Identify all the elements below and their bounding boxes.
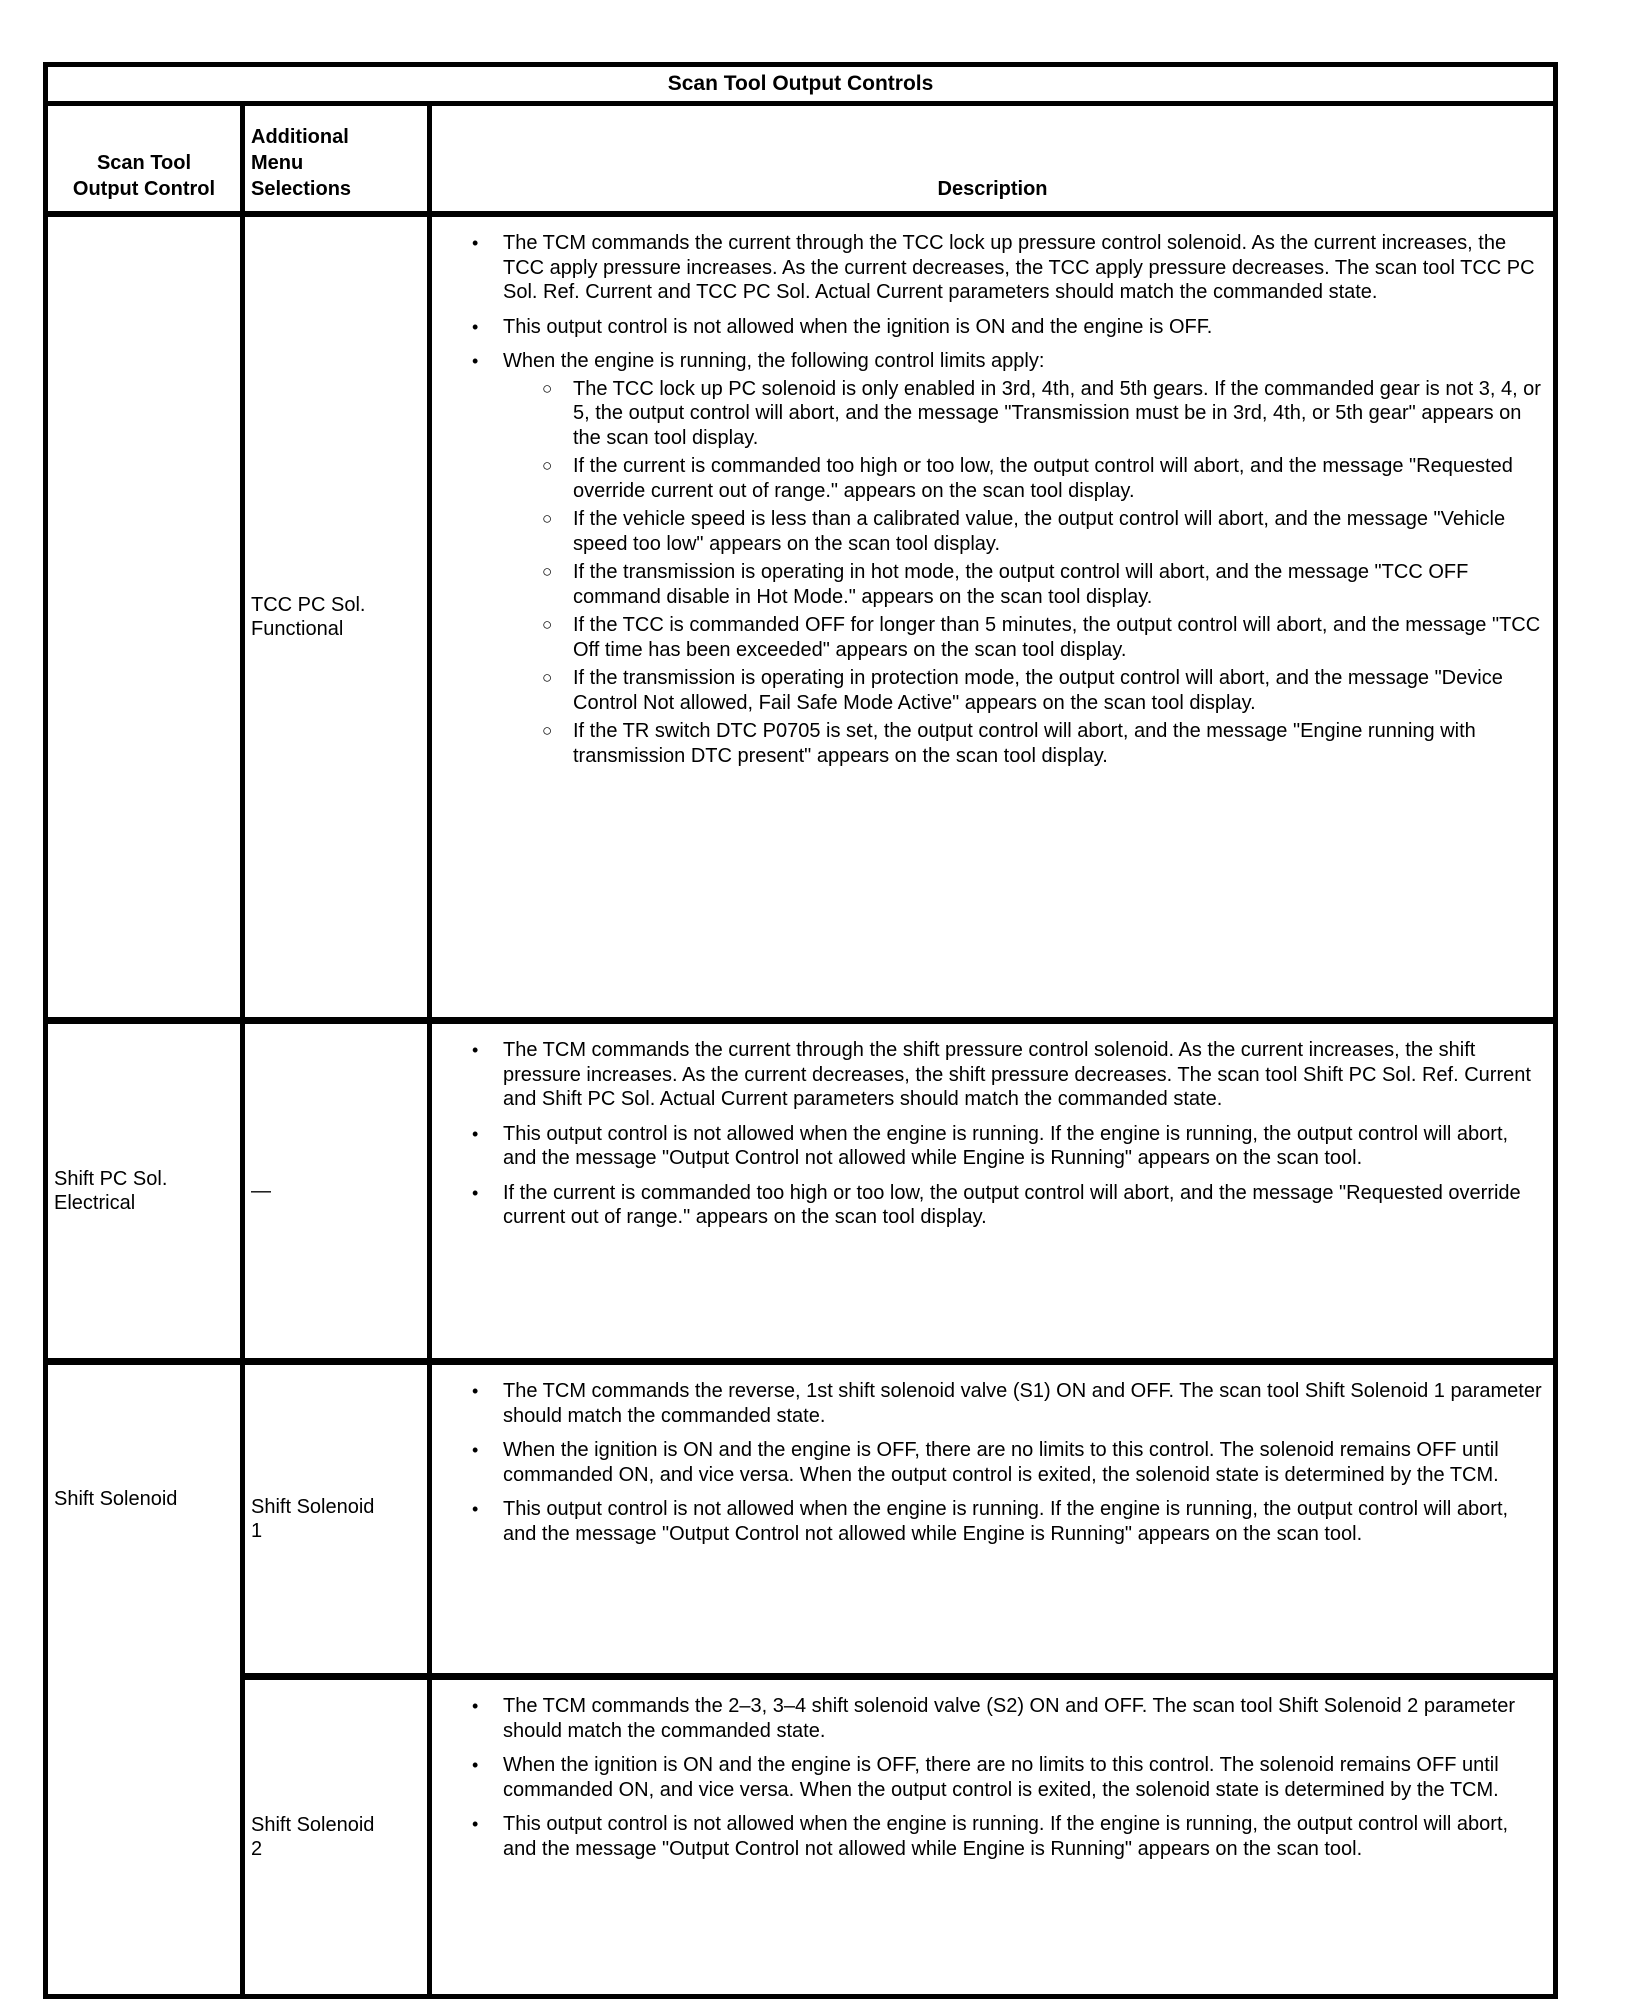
bullet-icon: • xyxy=(472,316,479,337)
sub-bullet-item xyxy=(503,507,1545,556)
col-header-scan-tool-output-control xyxy=(46,104,243,215)
header-line: Output Control xyxy=(72,178,216,200)
bullet-icon: • xyxy=(472,1499,479,1519)
bullet-icon: • xyxy=(472,1381,479,1401)
bullet-icon: • xyxy=(472,1123,479,1144)
table-row-shift-solenoid-2 xyxy=(46,1677,1556,1997)
bullet-text: The TCM commands the reverse, 1st shift solenoid valve (S1) ON and OFF. The scan tool Shift Solenoid 1 parameter should match the commanded state. xyxy=(503,1380,1542,1427)
circle-bullet-icon: ○ xyxy=(542,721,553,740)
bullet-item xyxy=(432,1122,1545,1171)
control-cell-shift-solenoid xyxy=(46,1362,243,1997)
sub-bullet-item xyxy=(503,560,1545,609)
sub-bullet-text: If the transmission is operating in hot mode, the output control will abort, and the message "TCC OFF command disable in Hot Mode." appears on the scan tool display. xyxy=(573,561,1469,608)
circle-bullet-icon: ○ xyxy=(542,615,553,634)
circle-bullet-icon: ○ xyxy=(542,456,553,475)
control-line: Shift Solenoid xyxy=(54,1488,178,1510)
bullet-list xyxy=(432,231,1545,772)
menu-line: Functional xyxy=(251,618,344,640)
bullet-text: This output control is not allowed when the engine is running. If the engine is running, the output control will abort, and the message "Output Control not allowed while Engine is Running" appears on the scan tool. xyxy=(503,1498,1509,1545)
bullet-icon: • xyxy=(472,351,479,371)
sub-bullet-item xyxy=(503,719,1545,768)
bullet-item xyxy=(432,1379,1545,1428)
sub-bullet-item xyxy=(503,666,1545,715)
bullet-text: When the ignition is ON and the engine is OFF, there are no limits to this control. The solenoid remains OFF until commanded ON, and vice versa. When the output control is exited, the solenoid state is determined by the TCM. xyxy=(503,1754,1499,1801)
menu-cell-shift-solenoid-1 xyxy=(243,1362,430,1677)
bullet-list xyxy=(432,1038,1545,1230)
header-line: Selections xyxy=(251,178,352,200)
sub-bullet-text: If the TCC is commanded OFF for longer than 5 minutes, the output control will abort, and the message "TCC Off time has been exceeded" appears on the scan tool display. xyxy=(573,614,1541,661)
table-header-row xyxy=(46,104,1556,215)
bullet-item xyxy=(432,1812,1545,1861)
scanned-document-page xyxy=(0,62,1632,1994)
table-title-row xyxy=(46,65,1556,104)
bullet-item xyxy=(432,1497,1545,1546)
bullet-item xyxy=(432,1038,1545,1112)
bullet-item xyxy=(432,231,1545,305)
description-cell xyxy=(430,1021,1556,1362)
table-title: Scan Tool Output Controls xyxy=(46,65,1556,104)
dash-placeholder: — xyxy=(251,1179,271,1202)
menu-cell-tcc-pc-sol-functional xyxy=(243,214,430,1021)
circle-bullet-icon: ○ xyxy=(542,668,553,687)
header-line: Scan Tool xyxy=(96,152,192,174)
description-cell xyxy=(430,1677,1556,1997)
sub-bullet-text: If the TR switch DTC P0705 is set, the output control will abort, and the message "Engine running with transmission DTC present" appears on the scan tool display. xyxy=(573,720,1476,767)
sub-bullet-text: The TCC lock up PC solenoid is only enabled in 3rd, 4th, and 5th gears. If the commanded gear is not 3, 4, or 5, the output control will abort, and the message "Transmission must be in 3rd, 4th, or 5th gear" appears on the scan tool display. xyxy=(573,377,1541,449)
bullet-icon: • xyxy=(472,1040,479,1060)
sub-bullet-list xyxy=(503,377,1545,769)
bullet-icon: • xyxy=(472,1440,479,1460)
col-header-description xyxy=(430,104,1556,215)
description-cell xyxy=(430,214,1556,1021)
bullet-icon: • xyxy=(472,233,479,253)
bullet-icon: • xyxy=(472,1696,479,1716)
circle-bullet-icon: ○ xyxy=(542,562,553,581)
sub-bullet-item xyxy=(503,613,1545,662)
scan-tool-output-controls-table xyxy=(43,62,1558,1999)
menu-line: TCC PC Sol. xyxy=(251,593,366,616)
bullet-item xyxy=(432,1181,1545,1230)
menu-line: Shift Solenoid xyxy=(251,1495,375,1518)
sub-bullet-item xyxy=(503,454,1545,503)
menu-line: 2 xyxy=(251,1838,263,1860)
bullet-item xyxy=(432,315,1545,340)
control-cell-shift-pc-sol-electrical xyxy=(46,1021,243,1362)
sub-bullet-item xyxy=(503,377,1545,451)
bullet-text: When the engine is running, the following control limits apply: xyxy=(503,350,1045,372)
bullet-list xyxy=(432,1694,1545,1861)
sub-bullet-text: If the current is commanded too high or too low, the output control will abort, and the message "Requested override current out of range." appears on the scan tool display. xyxy=(573,455,1513,502)
menu-line: 1 xyxy=(251,1520,263,1542)
control-cell-empty xyxy=(46,214,243,1021)
menu-cell-shift-solenoid-2 xyxy=(243,1677,430,1997)
bullet-text: This output control is not allowed when the engine is running. If the engine is running, the output control will abort, and the message "Output Control not allowed while Engine is Running" appears on the scan tool. xyxy=(503,1813,1509,1860)
bullet-icon: • xyxy=(472,1814,479,1834)
sub-bullet-text: If the transmission is operating in protection mode, the output control will abort, and the message "Device Control Not allowed, Fail Safe Mode Active" appears on the scan tool display. xyxy=(573,667,1503,714)
control-line: Electrical xyxy=(54,1192,136,1214)
bullet-item xyxy=(432,1753,1545,1802)
bullet-icon: • xyxy=(472,1182,479,1203)
menu-line: Shift Solenoid xyxy=(251,1813,375,1836)
header-line: Additional xyxy=(251,126,349,148)
control-line: Shift PC Sol. xyxy=(54,1167,168,1190)
menu-cell-dash xyxy=(243,1021,430,1362)
bullet-text: The TCM commands the current through the TCC lock up pressure control solenoid. As the current increases, the TCC apply pressure increases. As the current decreases, the TCC apply pressure decreases. The scan tool TCC PC Sol. Ref. Current and TCC PC Sol. Actual Current parameters should match the commanded state. xyxy=(503,232,1535,303)
bullet-icon: • xyxy=(472,1755,479,1775)
table-row-shift-pc-sol-electrical xyxy=(46,1021,1556,1362)
circle-bullet-icon: ○ xyxy=(542,378,553,398)
table-row-shift-solenoid-1 xyxy=(46,1362,1556,1677)
bullet-text: When the ignition is ON and the engine is OFF, there are no limits to this control. The solenoid remains OFF until commanded ON, and vice versa. When the output control is exited, the solenoid state is determined by the TCM. xyxy=(503,1439,1499,1486)
bullet-text: This output control is not allowed when the ignition is ON and the engine is OFF. xyxy=(503,315,1213,338)
circle-bullet-icon: ○ xyxy=(542,509,553,528)
bullet-list xyxy=(432,1379,1545,1546)
header-line: Description xyxy=(937,178,1048,200)
bullet-text: This output control is not allowed when the engine is running. If the engine is running, the output control will abort, and the message "Output Control not allowed while Engine is Running" appears on the scan tool. xyxy=(503,1122,1509,1169)
col-header-additional-menu-selections xyxy=(243,104,430,215)
sub-bullet-text: If the vehicle speed is less than a calibrated value, the output control will abort, and the message "Vehicle speed too low" appears on the scan tool display. xyxy=(573,508,1506,555)
description-cell xyxy=(430,1362,1556,1677)
header-line: Menu xyxy=(251,152,304,174)
table-row-tcc-pc-sol xyxy=(46,214,1556,1021)
bullet-item xyxy=(432,349,1545,772)
bullet-item xyxy=(432,1438,1545,1487)
bullet-text: If the current is commanded too high or too low, the output control will abort, and the message "Requested override current out of range." appears on the scan tool display. xyxy=(503,1181,1521,1228)
bullet-text: The TCM commands the current through the shift pressure control solenoid. As the current increases, the shift pressure increases. As the current decreases, the shift pressure decreases. The scan tool Shift PC Sol. Ref. Current and Shift PC Sol. Actual Current parameters should match the commanded state. xyxy=(503,1039,1531,1110)
bullet-text: The TCM commands the 2–3, 3–4 shift solenoid valve (S2) ON and OFF. The scan tool Shift Solenoid 2 parameter should match the commanded state. xyxy=(503,1695,1515,1742)
bullet-item xyxy=(432,1694,1545,1743)
